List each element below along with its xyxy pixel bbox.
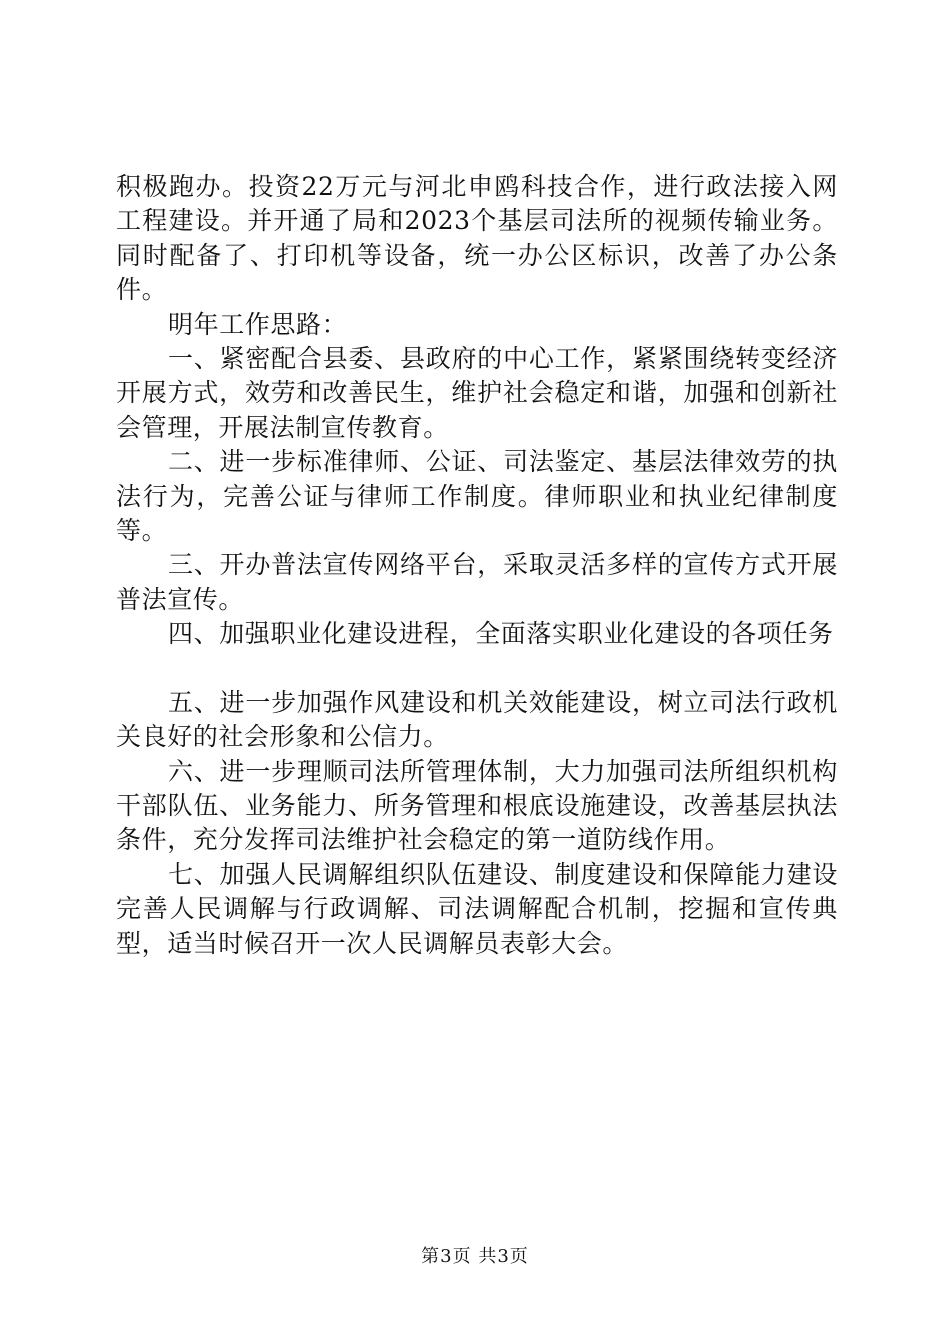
paragraph-item-2: 二、进一步标准律师、公证、司法鉴定、基层法律效劳的执法行为，完善公证与律师工作制度。律师职业和执业纪律制度等。 [116,447,838,546]
paragraph-heading-next-year: 明年工作思路： [168,309,348,339]
paragraph-continued: 积极跑办。投资22万元与河北申鸥科技合作，进行政法接入网工程建设。并开通了局和2023个基层司法所的视频传输业务。同时配备了、打印机等设备，统一办公区标识，改善了办公条件。 [116,172,838,305]
paragraph-item-4: 四、加强职业化建设进程，全面落实职业化建设的各项任务 [168,619,834,649]
paragraph-item-5: 五、进一步加强作风建设和机关效能建设，树立司法行政机关良好的社会形象和公信力。 [116,687,838,752]
paragraph-item-7: 七、加强人民调解组织队伍建设、制度建设和保障能力建设完善人民调解与行政调解、司法调解配合机制，挖掘和宣传典型，适当时候召开一次人民调解员表彰大会。 [116,859,838,958]
paragraph-item-1: 一、紧密配合县委、县政府的中心工作，紧紧围绕转变经济开展方式，效劳和改善民生，维护社会稳定和谐，加强和创新社会管理，开展法制宣传教育。 [116,344,838,442]
paragraph-item-6: 六、进一步理顺司法所管理体制，大力加强司法所组织机构干部队伍、业务能力、所务管理和根底设施建设，改善基层执法条件，充分发挥司法维护社会稳定的第一道防线作用。 [116,756,838,855]
paragraph-item-3: 三、开办普法宣传网络平台，采取灵活多样的宣传方式开展普法宣传。 [116,550,838,614]
page-number-footer: 第3页 共3页 [421,1246,529,1267]
document-body [116,170,838,961]
